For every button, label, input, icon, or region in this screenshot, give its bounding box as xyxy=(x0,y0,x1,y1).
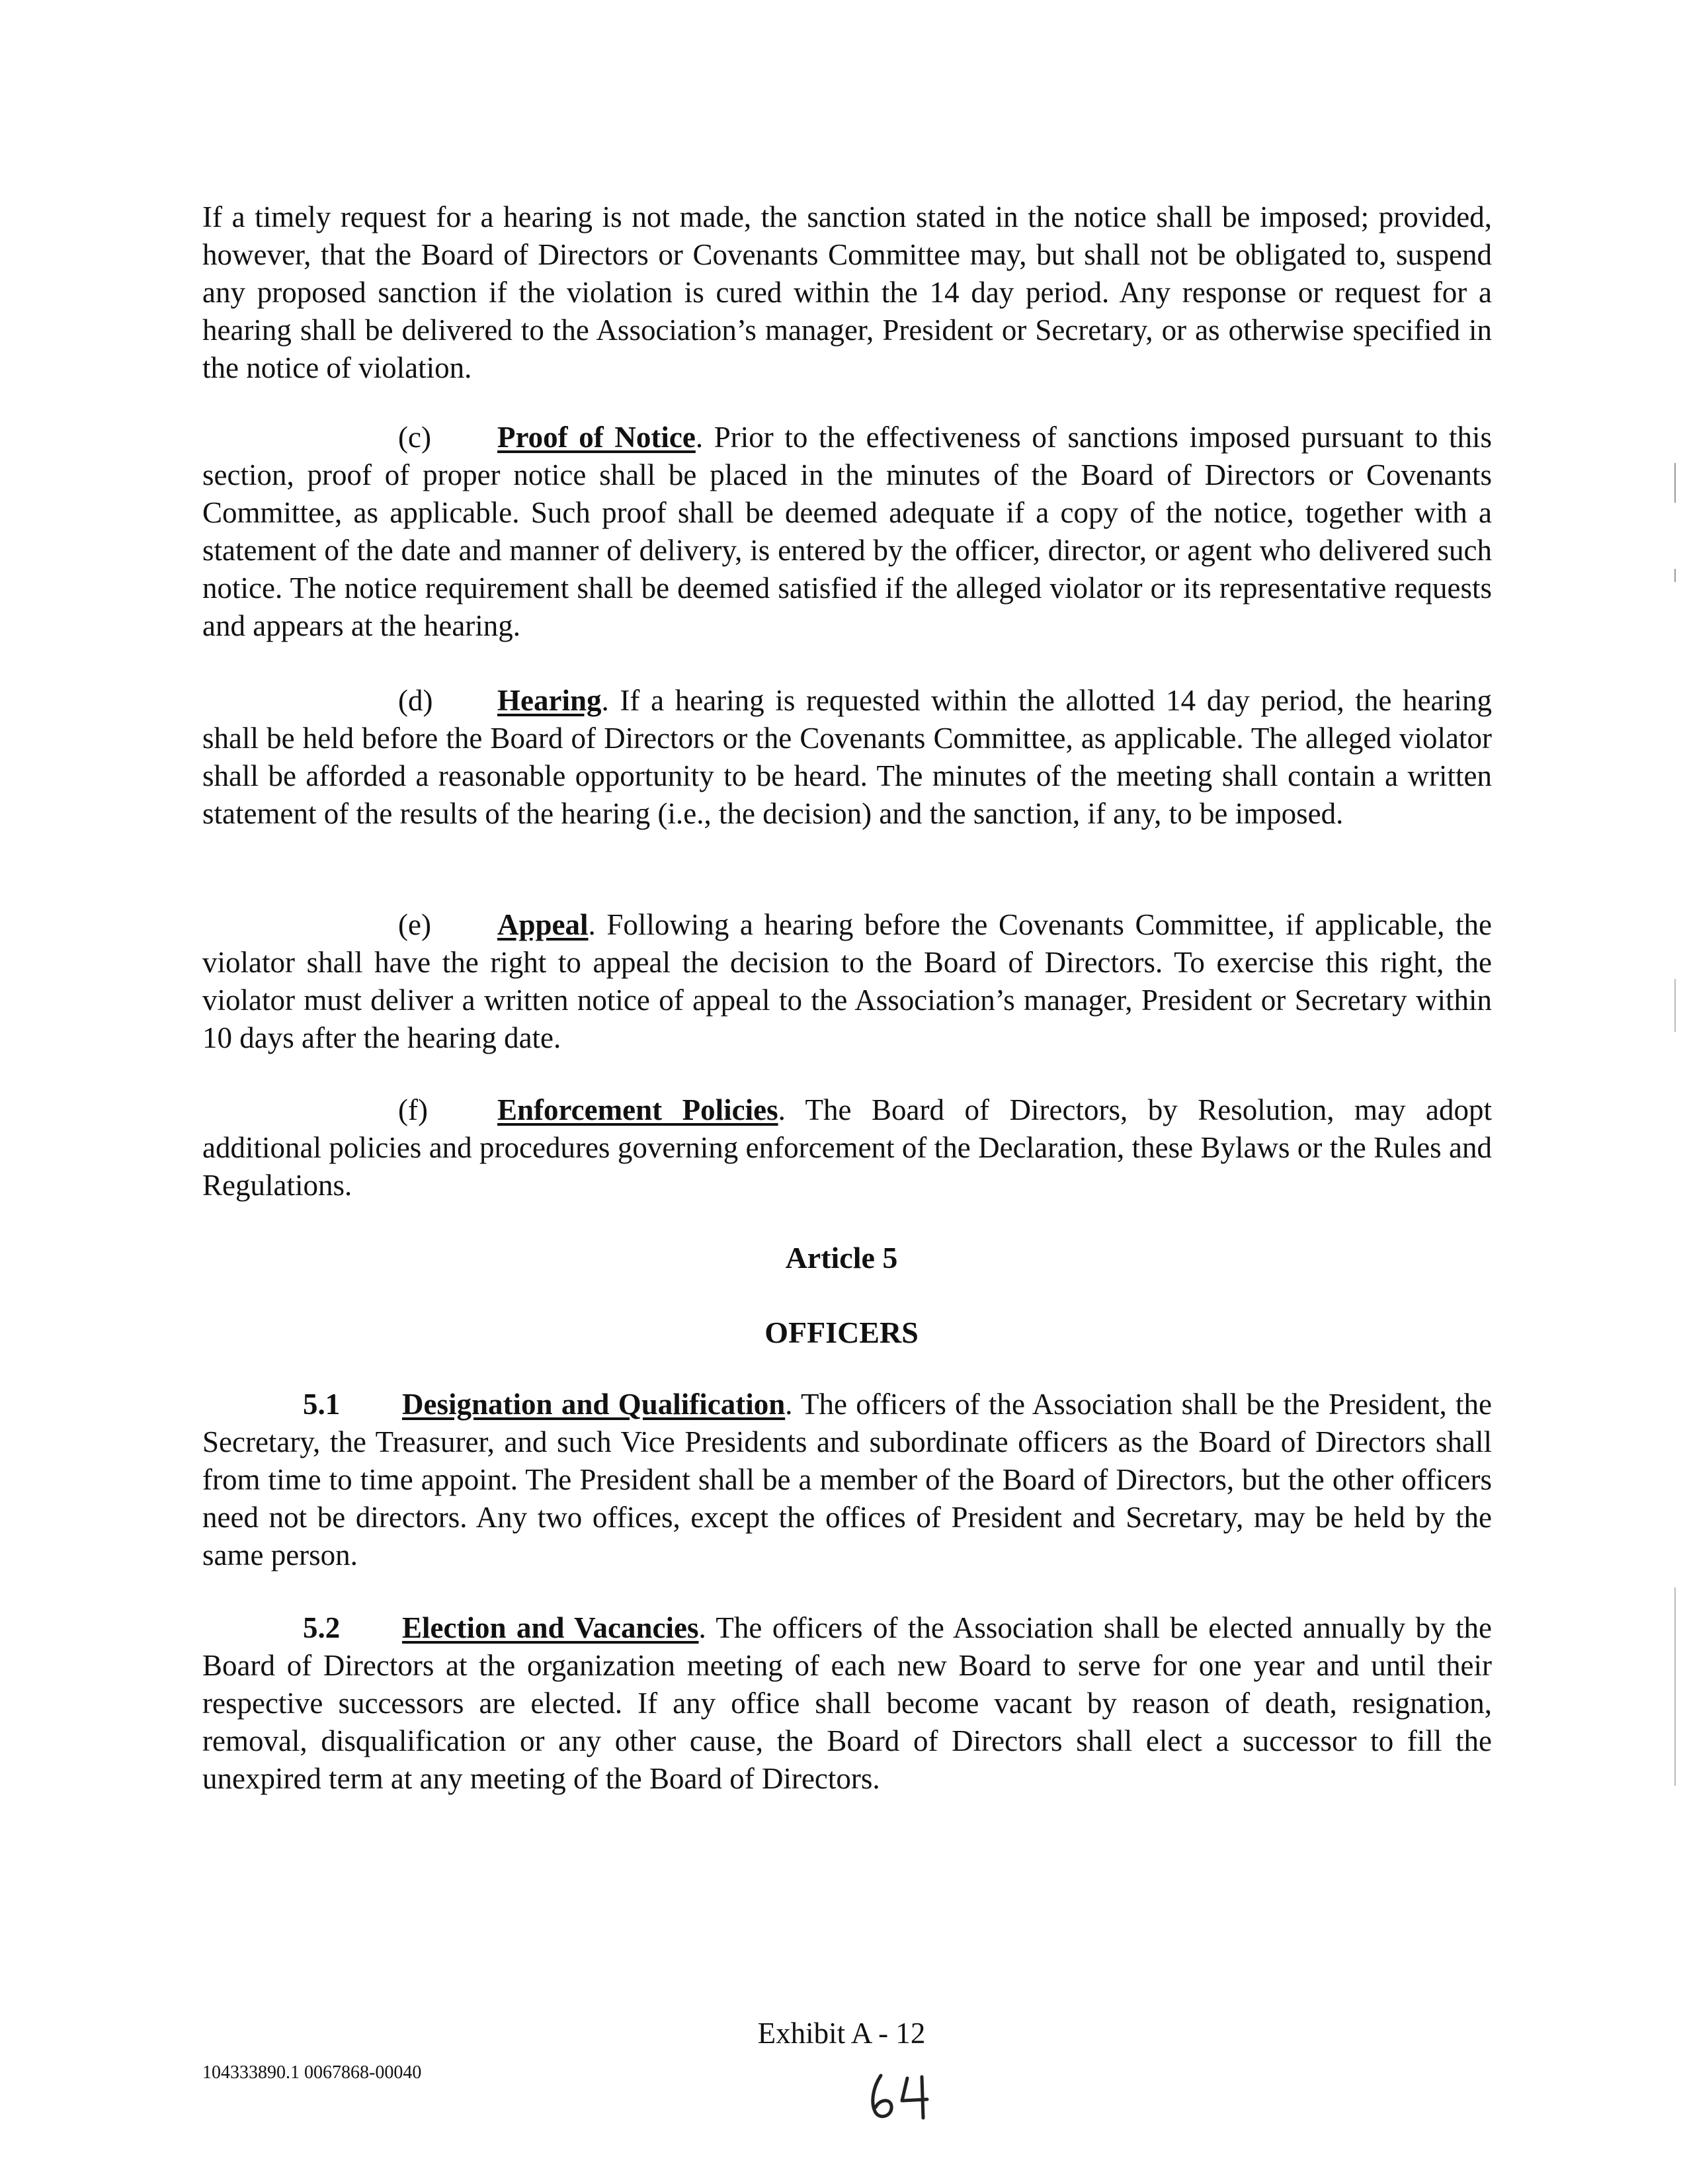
section-5-1 xyxy=(202,1386,1492,1574)
subsection-label: (c) xyxy=(398,421,431,454)
subsection-text: . If a hearing is requested within the allotted 14 day period, the hearing shall be held before the Board of Directors or the Covenants Committee, as applicable. The alleged violator shall be afforded a reasonable opportunity to be heard. The minutes of the meeting shall contain a written statement of the results of the hearing (i.e., the decision) and the sanction, if any, to be imposed. xyxy=(202,684,1492,830)
article-title: OFFICERS xyxy=(764,1316,919,1349)
subsection-heading: Hearing xyxy=(497,684,602,717)
exhibit-page-label: Exhibit A - 12 xyxy=(757,2017,926,2050)
section-5-2 xyxy=(202,1609,1492,1798)
scan-edge-marks xyxy=(1673,0,1677,2184)
subsection-heading: Proof of Notice xyxy=(497,421,696,454)
subsection-e xyxy=(202,906,1492,1057)
subsection-heading: Appeal xyxy=(497,908,589,941)
subsection-text: . Following a hearing before the Covenants Committee, if applicable, the violator shall have the right to appeal the decision to the Board of Directors. To exercise this right, the violator must deliver a written notice of appeal to the Association’s manager, President or Secretary within 10 days after the hearing date. xyxy=(202,908,1492,1054)
document-number: 104333890.1 0067868-00040 xyxy=(202,2062,422,2083)
subsection-c xyxy=(202,419,1492,645)
subsection-text: . The Board of Directors, by Resolution, may adopt additional policies and procedures governing enforcement of the Declaration, these Bylaws or the Rules and Regulations. xyxy=(202,1093,1493,1202)
section-text: . The officers of the Association shall be elected annually by the Board of Directors at the organization meeting of each new Board to serve for one year and until their respective successors are elected. If any office shall become vacant by reason of death, resignation, removal, disqualification or any other cause, the Board of Directors shall elect a successor to fill the unexpired term at any meeting of the Board of Directors. xyxy=(202,1611,1493,1795)
handwritten-digit-4 xyxy=(902,2077,927,2118)
section-heading: Designation and Qualification xyxy=(402,1388,786,1421)
handwritten-page-number xyxy=(866,2069,939,2122)
subsection-heading: Enforcement Policies xyxy=(497,1093,778,1126)
subsection-d xyxy=(202,682,1492,833)
section-label: 5.1 xyxy=(303,1388,341,1421)
subsection-text: . Prior to the effectiveness of sanctions imposed pursuant to this section, proof of proper notice shall be placed in the minutes of the Board of Directors or Covenants Committee, as applicable. Such proof shall be deemed adequate if a copy of the notice, together with a statement of the date and manner of delivery, is entered by the officer, director, or agent who delivered such notice. The notice requirement shall be deemed satisfied if the alleged violator or its representative requests and appears at the hearing. xyxy=(202,421,1492,642)
article-number: Article 5 xyxy=(785,1241,898,1275)
subsection-label: (f) xyxy=(398,1093,428,1126)
subsection-f xyxy=(202,1091,1492,1204)
section-heading: Election and Vacancies xyxy=(402,1611,699,1644)
handwritten-digit-6 xyxy=(873,2076,891,2117)
section-label: 5.2 xyxy=(303,1611,341,1644)
subsection-label: (d) xyxy=(398,684,433,717)
paragraph-sanction-imposition: If a timely request for a hearing is not made, the sanction stated in the notice shall be imposed; provided, however, that the Board of Directors or Covenants Committee may, but shall not be obligated to, suspend any proposed sanction if the violation is cured within the 14 day period. Any response or request for a hearing shall be delivered to the Association’s manager, President or Secretary, or as otherwise specified in the notice of violation. xyxy=(202,200,1492,384)
subsection-label: (e) xyxy=(398,908,431,941)
section-text: . The officers of the Association shall be the President, the Secretary, the Treasurer, and such Vice Presidents and subordinate officers as the Board of Directors shall from time to time appoint. The President shall be a member of the Board of Directors, but the other officers need not be directors. Any two offices, except the offices of President and Secretary, may be held by the same person. xyxy=(202,1388,1492,1572)
